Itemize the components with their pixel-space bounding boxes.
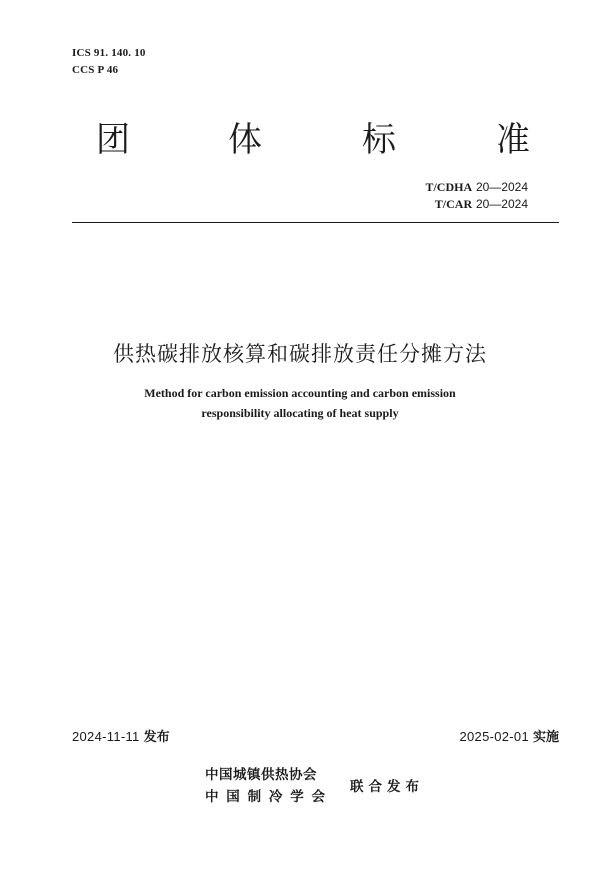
header-divider: [72, 222, 559, 223]
standard-type-heading: [0, 118, 600, 162]
implement-label: 实施: [532, 730, 559, 745]
standard-number-car: [435, 197, 528, 212]
publish-label: 发布: [143, 730, 170, 745]
implement-date: [459, 726, 559, 745]
document-title-english-line: responsibility allocating of heat supply: [201, 406, 399, 420]
standard-type-char: 标: [362, 120, 396, 160]
issuer-name: 中国制冷学会: [205, 789, 333, 805]
standard-number-cdha: [425, 180, 528, 195]
issuer-list: [205, 764, 333, 808]
standard-type-char: 准: [496, 120, 530, 160]
standard-number-prefix: T/CDHA: [425, 180, 473, 194]
publish-date-value: 2024-11-11: [72, 729, 140, 744]
document-title-chinese: 供热碳排放核算和碳排放责任分摊方法: [113, 342, 487, 366]
issuer-name: 中国城镇供热协会: [205, 767, 317, 783]
ics-code: ICS 91. 140. 10: [72, 47, 146, 59]
publish-date: [72, 726, 170, 745]
joint-issue-label: 联合发布: [350, 779, 424, 795]
implement-date-value: 2025-02-01: [459, 729, 529, 744]
standard-type-char: 团: [96, 120, 130, 160]
standard-number-value: 20—2024: [475, 197, 528, 211]
standard-number-prefix: T/CAR: [434, 197, 473, 211]
standard-type-char: 体: [228, 120, 262, 160]
document-title-english-line: Method for carbon emission accounting and carbon emission: [144, 386, 456, 400]
standard-number-value: 20—2024: [475, 180, 528, 194]
ccs-code: CCS P 46: [72, 64, 119, 76]
